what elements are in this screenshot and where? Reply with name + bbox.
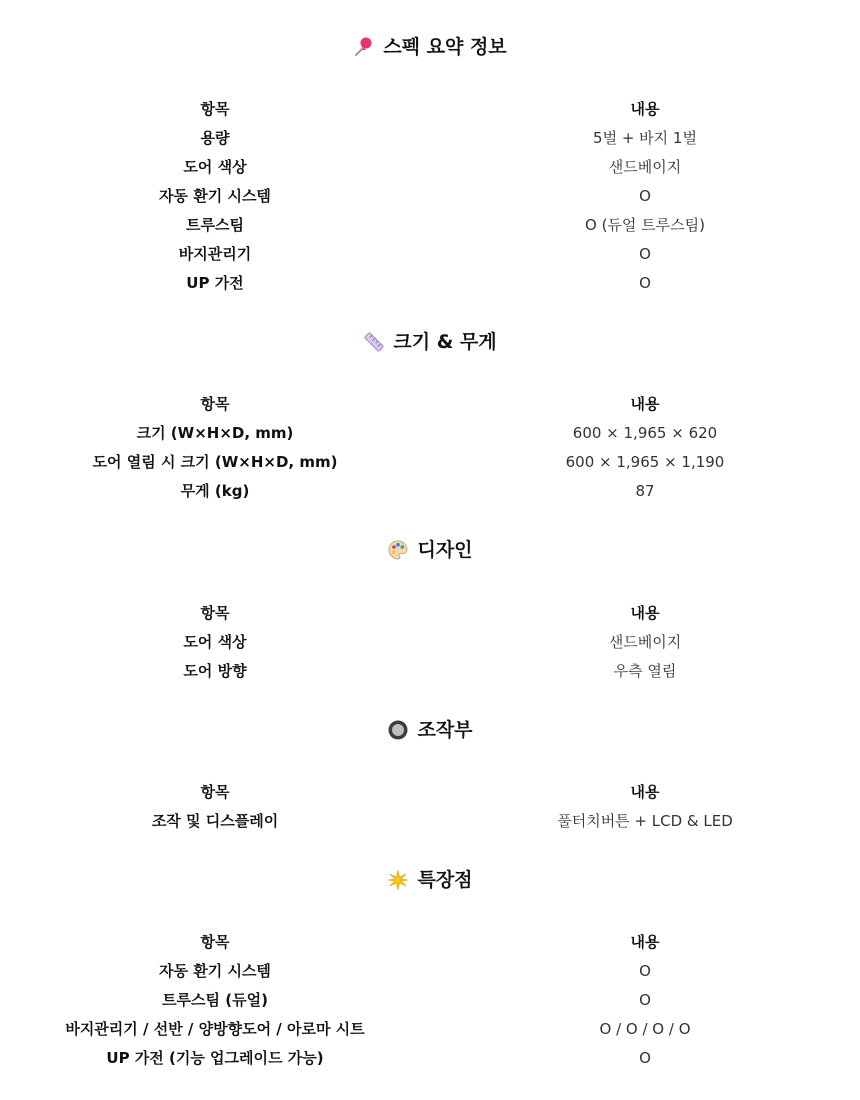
header-cell-content: 내용 <box>630 395 660 413</box>
table-header-row <box>0 598 860 627</box>
table-header-row <box>0 94 860 123</box>
section-title-spec-summary <box>0 35 860 59</box>
row-key: 용량 <box>200 129 230 147</box>
row-key: 크기 (W×H×D, mm) <box>136 424 294 442</box>
section-title-text: 조작부 <box>417 719 473 741</box>
row-value: 87 <box>635 481 655 500</box>
row-value: O <box>639 1048 651 1067</box>
table-row <box>0 123 860 152</box>
row-key: 무게 (kg) <box>180 482 250 500</box>
header-cell-item: 항목 <box>200 395 230 413</box>
sparkle-icon <box>387 869 409 891</box>
table-header-row <box>0 927 860 956</box>
palette-icon <box>387 539 409 561</box>
row-value: 샌드베이지 <box>608 158 682 176</box>
table-row <box>0 447 860 476</box>
row-value: O <box>639 273 651 292</box>
row-value: O <box>639 961 651 980</box>
table-row <box>0 476 860 505</box>
features-table <box>0 927 860 1072</box>
table-row <box>0 181 860 210</box>
row-value: O <box>639 244 651 263</box>
row-value: O (듀얼 트루스팀) <box>585 216 705 234</box>
size-weight-table <box>0 389 860 505</box>
pushpin-icon <box>353 36 375 58</box>
row-key: UP 가전 (기능 업그레이드 가능) <box>106 1049 324 1067</box>
row-key: 자동 환기 시스템 <box>159 187 271 205</box>
section-title-controls <box>0 718 860 742</box>
row-key: 도어 색상 <box>183 158 247 176</box>
section-title-text: 스펙 요약 정보 <box>383 36 507 58</box>
record-button-icon <box>387 719 409 741</box>
header-cell-content: 내용 <box>630 604 660 622</box>
table-row <box>0 268 860 297</box>
table-row <box>0 985 860 1014</box>
table-row <box>0 627 860 656</box>
header-cell-item: 항목 <box>200 100 230 118</box>
row-value: 600 × 1,965 × 620 <box>572 423 718 442</box>
table-row <box>0 239 860 268</box>
row-key: 자동 환기 시스템 <box>159 962 271 980</box>
design-table <box>0 598 860 685</box>
header-cell-content: 내용 <box>630 100 660 118</box>
header-cell-item: 항목 <box>200 783 230 801</box>
row-value: 풀터치버튼 + LCD & LED <box>557 812 733 830</box>
section-title-text: 특장점 <box>417 869 473 891</box>
row-key: 도어 방향 <box>183 662 247 680</box>
table-header-row <box>0 389 860 418</box>
row-value: 5벌 + 바지 1벌 <box>593 129 697 147</box>
row-value: O <box>639 990 651 1009</box>
row-key: 바지관리기 <box>178 245 252 263</box>
section-title-text: 크기 & 무게 <box>393 331 497 353</box>
row-value: O / O / O / O <box>599 1019 691 1038</box>
section-title-size-weight <box>0 330 860 354</box>
table-row <box>0 806 860 835</box>
row-key: 도어 색상 <box>183 633 247 651</box>
row-key: UP 가전 <box>186 274 244 292</box>
controls-table <box>0 777 860 835</box>
section-title-features <box>0 868 860 892</box>
header-cell-content: 내용 <box>630 933 660 951</box>
row-key: 트루스팀 (듀얼) <box>162 991 268 1009</box>
table-row <box>0 656 860 685</box>
ruler-icon <box>363 331 385 353</box>
table-row <box>0 210 860 239</box>
header-cell-item: 항목 <box>200 933 230 951</box>
spec-summary-table <box>0 94 860 297</box>
header-cell-content: 내용 <box>630 783 660 801</box>
table-header-row <box>0 777 860 806</box>
row-key: 조작 및 디스플레이 <box>151 812 279 830</box>
table-row <box>0 418 860 447</box>
header-cell-item: 항목 <box>200 604 230 622</box>
row-value: 샌드베이지 <box>608 633 682 651</box>
table-row <box>0 152 860 181</box>
table-row <box>0 956 860 985</box>
row-value: 600 × 1,965 × 1,190 <box>565 452 725 471</box>
table-row <box>0 1043 860 1072</box>
section-title-design <box>0 538 860 562</box>
section-title-text: 디자인 <box>417 539 473 561</box>
table-row <box>0 1014 860 1043</box>
row-key: 트루스팀 <box>186 216 244 234</box>
row-key: 바지관리기 / 선반 / 양방향도어 / 아로마 시트 <box>65 1020 365 1038</box>
row-key: 도어 열림 시 크기 (W×H×D, mm) <box>92 453 338 471</box>
row-value: 우측 열림 <box>613 662 677 680</box>
row-value: O <box>639 186 651 205</box>
